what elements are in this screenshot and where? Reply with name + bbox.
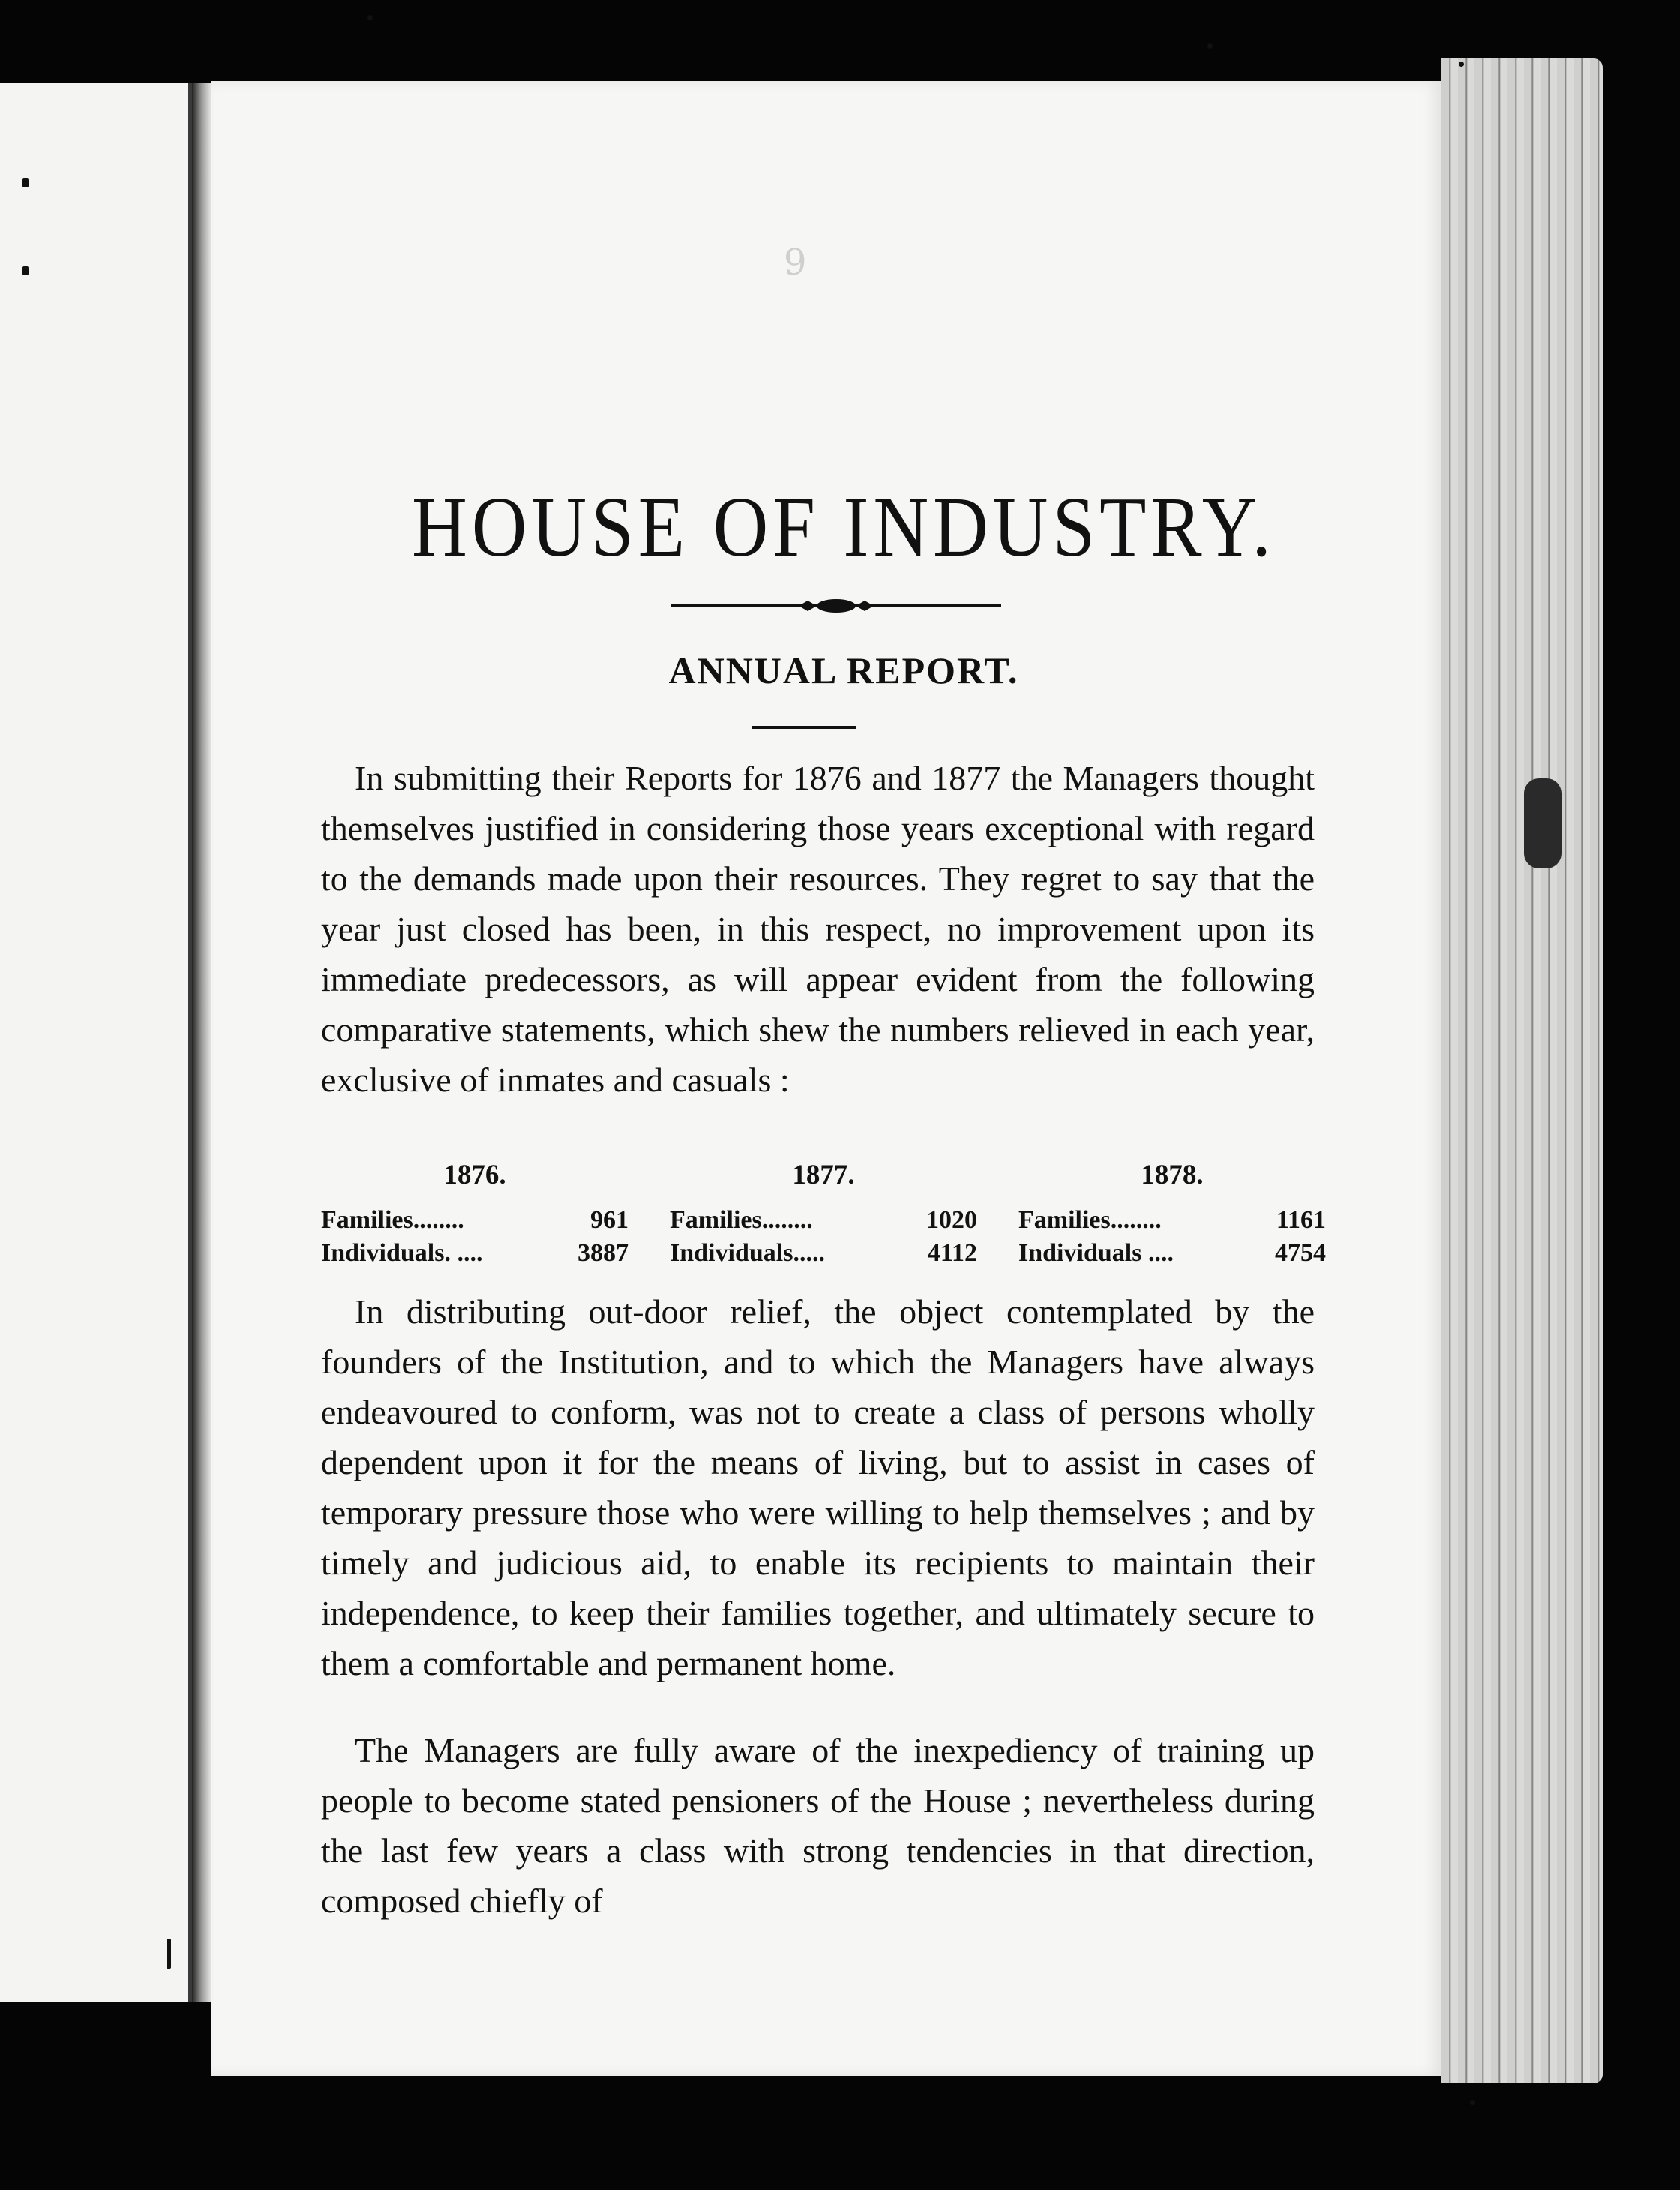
families-label: Families........	[321, 1206, 464, 1234]
scan-speck	[1208, 44, 1213, 49]
individuals-row	[670, 1237, 977, 1270]
page-mark	[22, 178, 28, 188]
page-mark	[22, 266, 28, 275]
scan-speck	[1459, 62, 1464, 67]
paragraph-text: The Managers are fully aware of the inexpediency of training up people to become stated pensioners of the House ; nevertheless during the last few years a class with strong tendencies in that direction, composed chiefly of	[321, 1731, 1315, 1920]
scan-speck	[1470, 2100, 1475, 2105]
families-row	[1018, 1204, 1326, 1237]
stats-column-1878	[1018, 1159, 1326, 1270]
individuals-label: Individuals. ....	[321, 1239, 483, 1267]
paragraph-intro	[321, 753, 1315, 1105]
heading-rule	[752, 726, 856, 729]
relief-statistics	[321, 1159, 1326, 1271]
stats-year: 1878.	[1141, 1160, 1204, 1190]
individuals-value: 4112	[927, 1239, 977, 1267]
page-title: HOUSE OF INDUSTRY.	[412, 480, 1276, 575]
individuals-row	[321, 1237, 628, 1270]
families-value: 1020	[926, 1206, 977, 1234]
families-label: Families........	[670, 1206, 813, 1234]
families-value: 1161	[1276, 1206, 1326, 1234]
families-label: Families........	[1018, 1206, 1162, 1234]
families-row	[321, 1204, 628, 1237]
paragraph-text: In submitting their Reports for 1876 and 1877 the Managers thought themselves justified in considering those years exceptional with regard to the demands made upon their resources. They regret to say that the year just closed has been, in this respect, no improvement upon its immediate predecessors, as will appear evident from the following comparative statements, which shew the numbers relieved in each year, exclusive of inmates and casuals :	[321, 759, 1315, 1099]
page-edge-shadow	[1524, 778, 1562, 868]
individuals-label: Individuals ....	[1018, 1239, 1174, 1267]
section-heading: ANNUAL REPORT.	[668, 650, 1019, 692]
individuals-value: 4754	[1275, 1239, 1326, 1267]
individuals-label: Individuals.....	[670, 1239, 825, 1267]
page-mark	[166, 1939, 171, 1969]
individuals-value: 3887	[578, 1239, 628, 1267]
page-number: 9	[784, 242, 807, 284]
individuals-row	[1018, 1237, 1326, 1270]
book-spine	[192, 82, 212, 2002]
families-row	[670, 1204, 977, 1237]
paragraph-text: In distributing out-door relief, the object contemplated by the founders of the Institution, and to which the Managers have always endeavoured to conform, was not to create a class of persons wholly dependent upon it for the means of living, but to assist in cases of temporary pressure those who were willing to help themselves ; and by timely and judicious aid, to enable its recipients to maintain their independence, to keep their families together, and ultimately secure to them a comfortable and permanent home.	[321, 1292, 1315, 1682]
stats-year: 1877.	[792, 1160, 855, 1190]
page-edges	[1442, 58, 1603, 2084]
stats-column-1877	[670, 1159, 977, 1270]
stats-column-1876	[321, 1159, 628, 1270]
scan-speck	[368, 15, 373, 20]
stats-year: 1876.	[443, 1160, 506, 1190]
families-value: 961	[590, 1206, 628, 1234]
paragraph-pensioners	[321, 1725, 1315, 1926]
paragraph-outdoor-relief	[321, 1286, 1315, 1688]
ornament-divider	[671, 598, 1001, 614]
facing-page	[0, 82, 192, 2002]
